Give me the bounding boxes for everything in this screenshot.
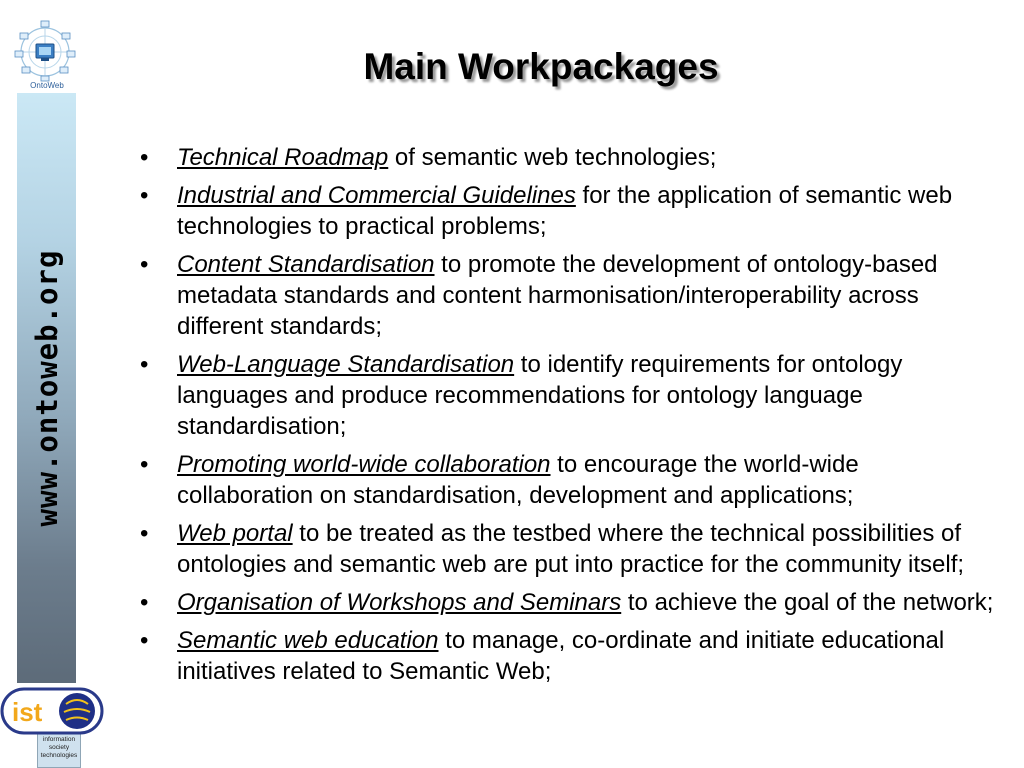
list-item	[140, 518, 1000, 580]
list-item	[140, 625, 1000, 687]
item-text: to achieve the goal of the network;	[621, 589, 994, 616]
list-item	[140, 587, 1000, 618]
bullet-icon: •	[140, 520, 149, 547]
list-item	[140, 142, 1000, 173]
item-text: to promote the development of ontology-based metadata standards and content harmonisation/interoperability across different standards;	[177, 251, 938, 340]
item-term: Web portal	[177, 520, 293, 547]
bullet-icon: •	[140, 589, 149, 616]
item-term: Web-Language Standardisation	[177, 351, 515, 378]
item-term: Semantic web education	[177, 627, 439, 654]
item-text: of semantic web technologies;	[388, 144, 717, 171]
item-text: to identify requirements for ontology languages and produce recommendations for ontology language standardisation;	[177, 351, 903, 440]
ist-caption: information society technologies	[40, 736, 78, 759]
item-term: Organisation of Workshops and Seminars	[177, 589, 622, 616]
list-item	[140, 249, 1000, 342]
item-term: Content Standardisation	[177, 251, 435, 278]
item-term: Promoting world-wide collaboration	[177, 451, 551, 478]
list-item	[140, 349, 1000, 442]
bullet-icon: •	[140, 182, 149, 209]
sidebar-url: www.ontoweb.org	[30, 249, 64, 527]
bullet-icon: •	[140, 144, 149, 171]
slide-title: Main Workpackages	[363, 46, 719, 87]
item-text: to encourage the world-wide collaboration on standardisation, development and applications;	[177, 451, 859, 509]
item-term: Technical Roadmap	[177, 144, 389, 171]
bullet-icon: •	[140, 451, 149, 478]
logo-caption: OntoWeb	[30, 81, 64, 90]
workpackage-list	[140, 142, 1000, 694]
item-text: to be treated as the testbed where the technical possibilities of ontologies and semantic web are put into practice for the community itself;	[177, 520, 965, 578]
item-term: Industrial and Commercial Guidelines	[177, 182, 576, 209]
bullet-icon: •	[140, 251, 149, 278]
item-text: to manage, co-ordinate and initiate educational initiatives related to Semantic Web;	[177, 627, 945, 685]
bullet-icon: •	[140, 351, 149, 378]
bullet-icon: •	[140, 627, 149, 654]
ist-logo-text: ist	[12, 697, 43, 727]
item-text: for the application of semantic web technologies to practical problems;	[177, 182, 953, 240]
list-item	[140, 180, 1000, 242]
list-item	[140, 449, 1000, 511]
